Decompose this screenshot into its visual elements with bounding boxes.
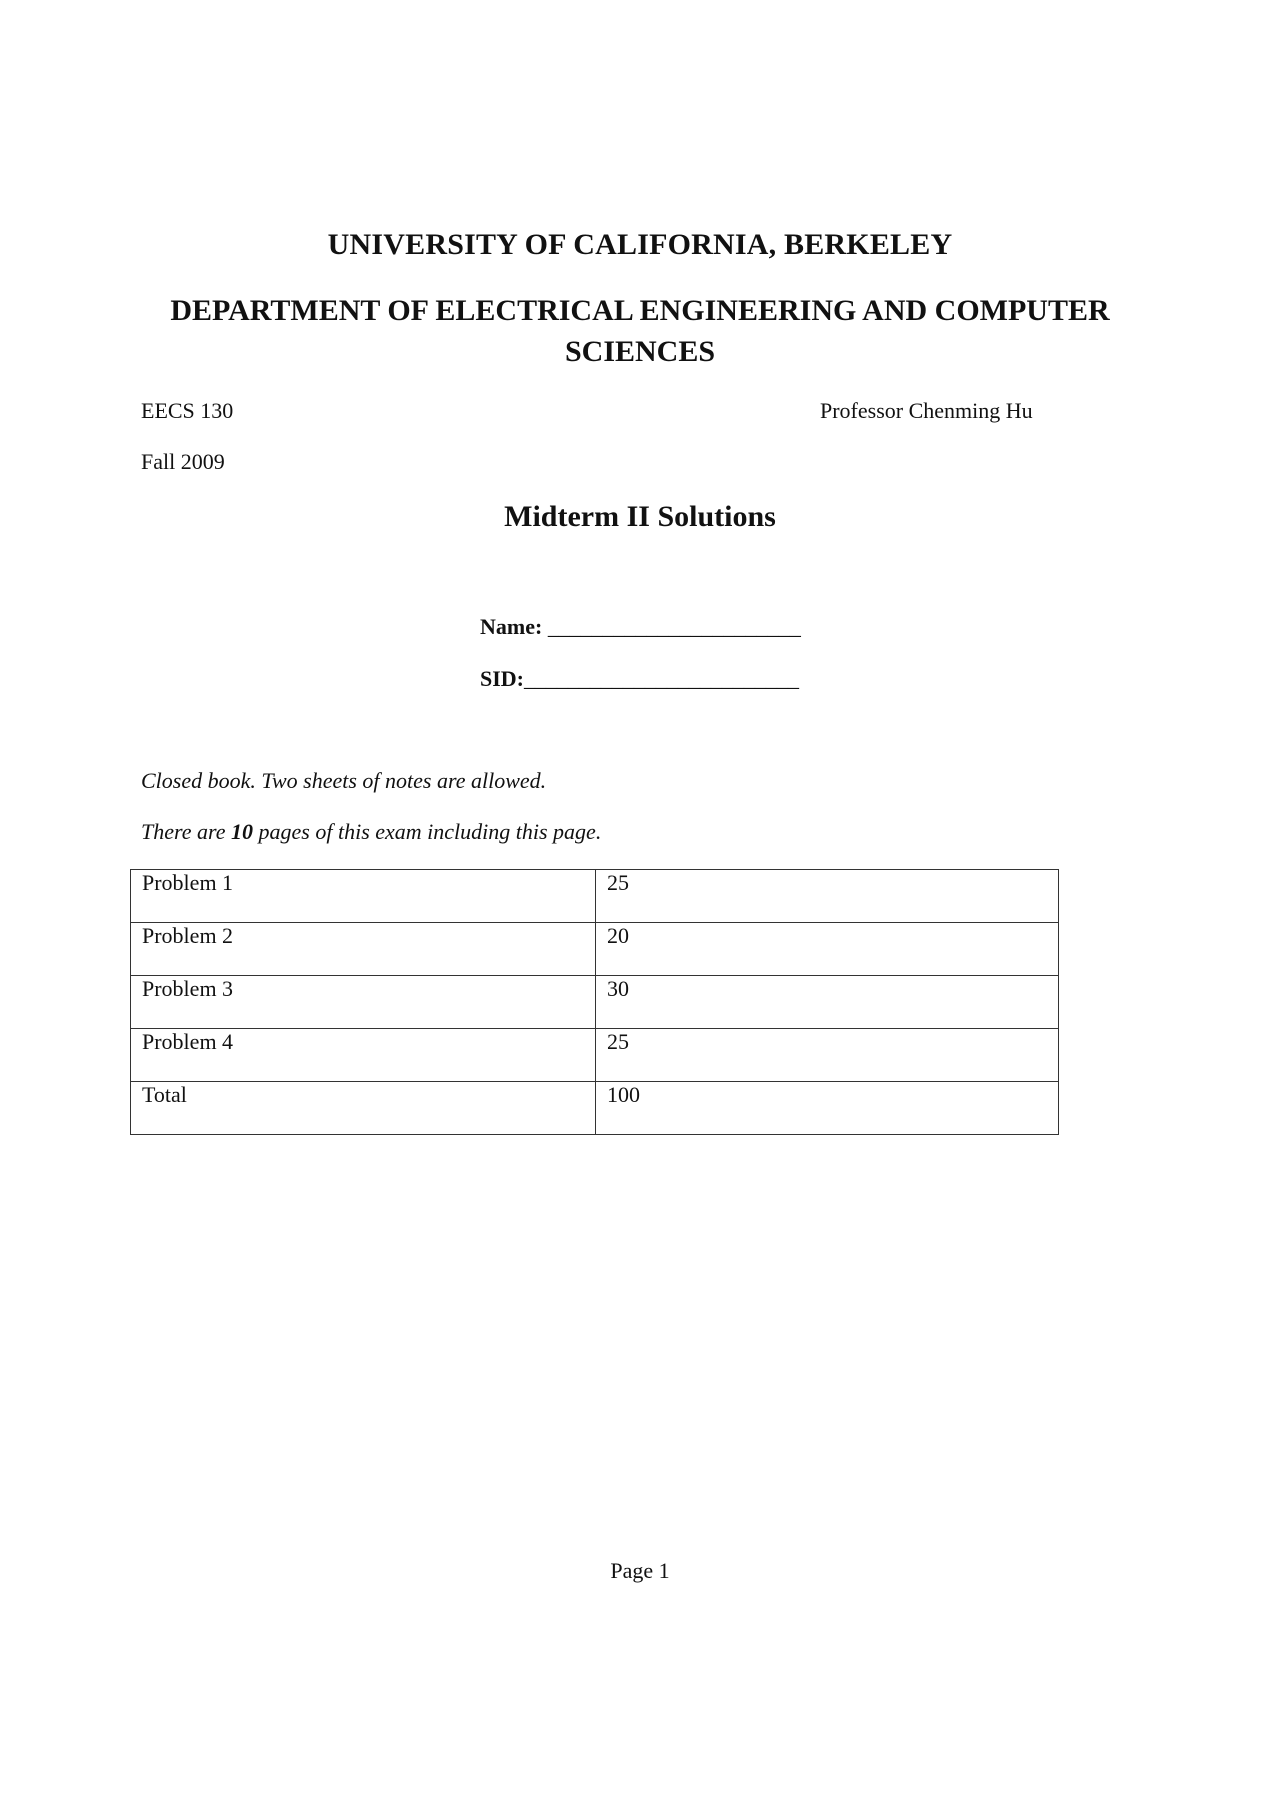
instruction-page-count — [141, 819, 601, 845]
sid-blank-line: _________________________ — [524, 666, 800, 691]
table-row — [131, 1029, 1059, 1082]
page-count-prefix: There are — [141, 819, 232, 844]
university-heading: UNIVERSITY OF CALIFORNIA, BERKELEY — [327, 228, 953, 261]
problem-cell: Problem 3 — [131, 976, 596, 1029]
table-row — [131, 976, 1059, 1029]
course-code: EECS 130 — [141, 398, 234, 423]
course-term: Fall 2009 — [141, 449, 225, 474]
points-cell: 30 — [596, 976, 1059, 1029]
table-row — [131, 1082, 1059, 1135]
department-heading: DEPARTMENT OF ELECTRICAL ENGINEERING AND COMPUTER SCIENCES — [170, 294, 1110, 368]
name-blank-line: _______________________ — [542, 614, 801, 639]
score-table — [130, 869, 1059, 1135]
points-cell: 25 — [596, 870, 1059, 923]
problem-cell: Problem 1 — [131, 870, 596, 923]
problem-cell: Problem 2 — [131, 923, 596, 976]
problem-cell: Problem 4 — [131, 1029, 596, 1082]
exam-title: Midterm II Solutions — [504, 500, 776, 533]
points-cell: 100 — [596, 1082, 1059, 1135]
page-count-suffix: pages of this exam including this page. — [253, 819, 602, 844]
sid-label: SID: — [480, 666, 525, 691]
page-number: Page 1 — [610, 1558, 670, 1583]
sid-field — [480, 666, 799, 692]
table-row — [131, 870, 1059, 923]
points-cell: 25 — [596, 1029, 1059, 1082]
table-row — [131, 923, 1059, 976]
instruction-closed-book: Closed book. Two sheets of notes are allowed. — [141, 768, 547, 793]
name-label: Name: — [480, 614, 543, 639]
points-cell: 20 — [596, 923, 1059, 976]
problem-cell: Total — [131, 1082, 596, 1135]
professor-name: Professor Chenming Hu — [820, 398, 1033, 423]
page-count-value: 10 — [231, 819, 254, 844]
name-field — [480, 614, 801, 640]
